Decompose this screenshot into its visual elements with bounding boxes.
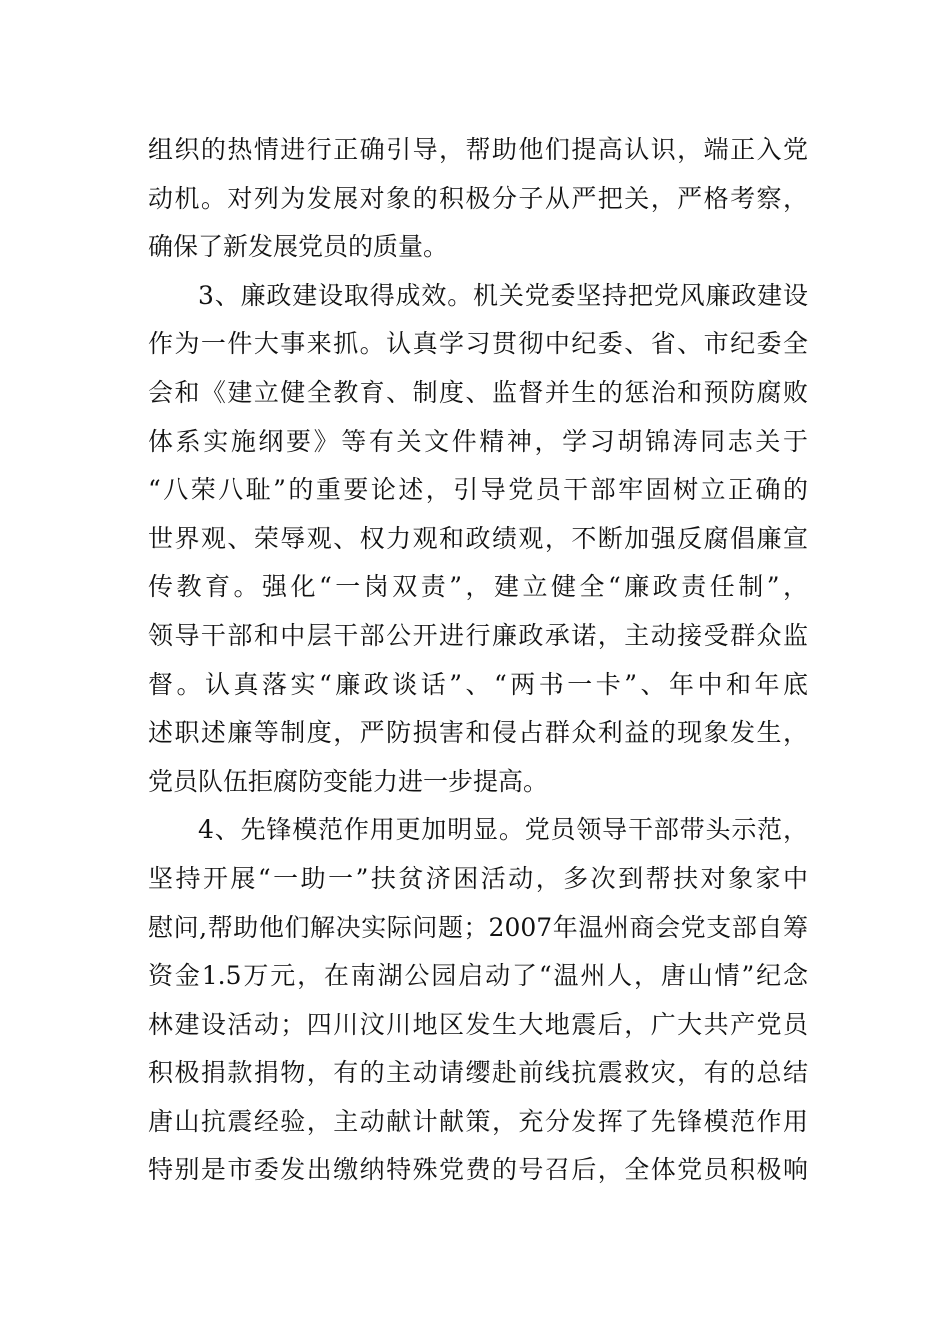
text-line: 会和《建立健全教育、制度、监督并生的惩治和预防腐败 [148,377,808,407]
text-line: 作为一件大事来抓。认真学习贯彻中纪委、省、市纪委全 [148,329,808,359]
text-line: 4、先锋模范作用更加明显。党员领导干部带头示范， [198,815,808,845]
text-line: 确保了新发展党员的质量。 [148,232,449,262]
text-line: 慰问,帮助他们解决实际问题；2007年温州商会党支部自筹 [148,912,808,942]
text-line: 唐山抗震经验，主动献计献策，充分发挥了先锋模范作用 [148,1106,808,1136]
text-line: 动机。对列为发展对象的积极分子从严把关，严格考察， [148,183,808,213]
text-line: 资金1.5万元，在南湖公园启动了“温州人，唐山情”纪念 [148,961,808,991]
text-line: 积极捐款捐物，有的主动请缨赴前线抗震救灾，有的总结 [148,1058,808,1088]
body-text [148,126,808,1195]
text-line: 领导干部和中层干部公开进行廉政承诺，主动接受群众监 [148,620,808,650]
text-line: “八荣八耻”的重要论述，引导党员干部牢固树立正确的 [148,475,808,505]
text-line: 特别是市委发出缴纳特殊党费的号召后，全体党员积极响 [148,1155,808,1185]
text-line: 党员队伍拒腐防变能力进一步提高。 [148,766,549,796]
text-line: 世界观、荣辱观、权力观和政绩观，不断加强反腐倡廉宣 [148,523,808,553]
text-line: 述职述廉等制度，严防损害和侵占群众利益的现象发生， [148,718,808,748]
text-line: 林建设活动；四川汶川地区发生大地震后，广大共产党员 [148,1009,808,1039]
text-line: 3、廉政建设取得成效。机关党委坚持把党风廉政建设 [198,280,808,310]
text-line: 督。认真落实“廉政谈话”、“两书一卡”、年中和年底 [148,669,808,699]
text-line: 传教育。强化“一岗双责”，建立健全“廉政责任制”， [148,572,808,602]
text-line: 组织的热情进行正确引导，帮助他们提高认识，端正入党 [148,135,808,164]
text-line: 体系实施纲要》等有关文件精神，学习胡锦涛同志关于 [148,426,808,456]
text-line: 坚持开展“一助一”扶贫济困活动，多次到帮扶对象家中 [148,863,808,893]
